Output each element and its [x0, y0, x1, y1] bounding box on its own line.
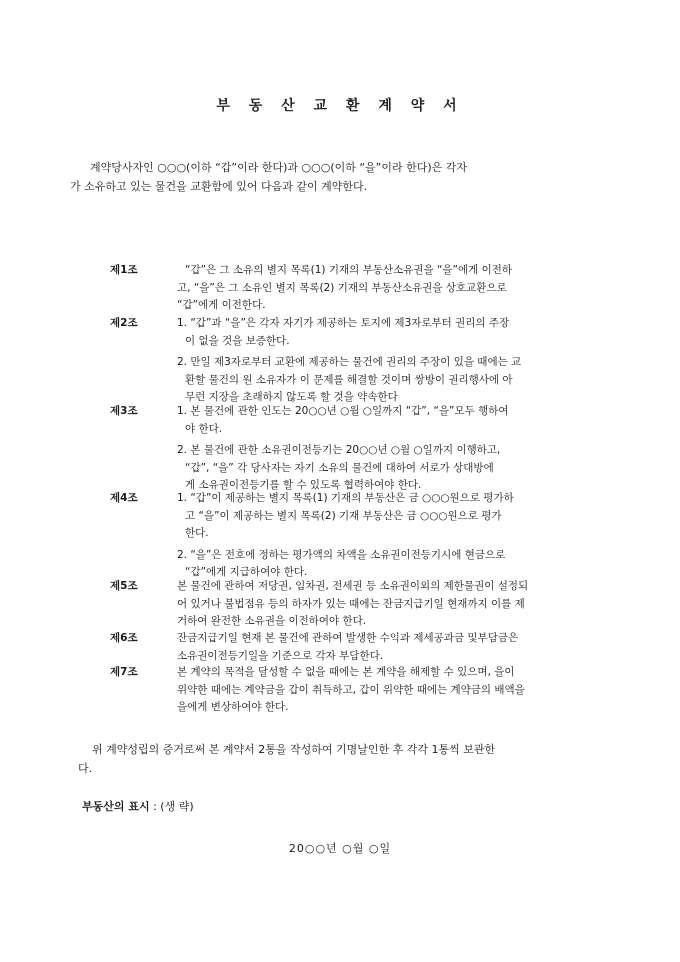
article-line: 한다. — [185, 527, 209, 539]
article-line: 2. 만일 제3자로부터 교환에 제공하는 물건에 권리의 주장이 있을 때에는 교 — [177, 356, 522, 368]
article-line: 2. “을”은 전호에 정하는 평가액의 차액을 소유권이전등기시에 현금으로 — [177, 548, 506, 561]
article-label: 제3조 — [110, 405, 138, 417]
article-line: 무런 지장을 초래하지 않도록 할 것을 약속한다 — [185, 391, 398, 403]
article-body — [177, 490, 597, 582]
closing-line: 다. — [78, 762, 93, 775]
article-line: “갑”, “을” 각 당사자는 자기 소유의 물건에 대하여 서로가 상대방에 — [185, 461, 494, 474]
article-line: 본 계약의 목적을 달성할 수 없을 때에는 본 계약을 해제할 수 있으며, 을이 — [177, 666, 515, 678]
property-description — [82, 798, 194, 814]
article-body — [177, 578, 597, 631]
contract-date: 20○○년 ○월 ○일 — [288, 842, 392, 855]
article-line: 을에게 변상하여야 한다. — [177, 701, 289, 713]
property-label: 부동산의 표시 — [82, 800, 150, 813]
article-line: “갑”에게 이전한다. — [177, 299, 266, 311]
article-line: 게 소유권이전등기를 할 수 있도록 협력하여야 한다. — [185, 479, 422, 491]
intro-line: 가 소유하고 있는 물건을 교환함에 있어 다음과 같이 계약한다. — [70, 180, 368, 193]
article-line: 이 없을 것을 보증한다. — [185, 334, 290, 347]
article-line: 위약한 때에는 계약금을 갑이 취득하고, 갑이 위약한 때에는 계약금의 배액을 — [177, 683, 525, 696]
article-label: 제1조 — [110, 264, 138, 276]
article-line: 2. 본 물건에 관한 소유권이전등기는 20○○년 ○월 ○일까지 이행하고, — [177, 444, 501, 456]
article-line: 본 물건에 관하여 저당권, 임차권, 전세권 등 소유권이외의 제한물권이 설정되 — [177, 580, 529, 592]
article-label: 제5조 — [110, 580, 138, 592]
article-label: 제6조 — [110, 632, 138, 644]
intro-line: 계약당사자인 ○○○(이하 “갑”이라 한다)과 ○○○(이하 “을”이라 한다)은 각자 — [90, 161, 468, 174]
article-label: 제7조 — [110, 666, 138, 678]
intro-paragraph — [70, 158, 610, 196]
article-line: 고 “을”이 제공하는 별지 목록(2) 기재 부동산은 금 ○○○원으로 평가 — [185, 509, 502, 522]
article-line: “갑”에게 지급하여야 한다. — [185, 566, 308, 578]
article-line: 고, “을”은 그 소유인 별지 목록(2) 기재의 부동산소유권을 상호교환으로 — [177, 281, 507, 294]
article-line: 소유권이전등기일을 기준으로 각자 부담한다. — [177, 649, 384, 662]
article-label: 제2조 — [110, 317, 138, 329]
article-line: 1. “갑”과 “을”은 각자 자기가 제공하는 토지에 제3자로부터 권리의 주장 — [177, 317, 510, 329]
article-line: 환할 물건의 원 소유자가 이 문제를 해결할 것이며 쌍방이 권리행사에 아 — [185, 373, 513, 386]
article-line: 야 한다. — [185, 422, 223, 435]
document-title: 부 동 산 교 환 계 약 서 — [216, 98, 464, 114]
article-line: 1. 본 물건에 관한 인도는 20○○년 ○월 ○일까지 “갑”, “을”모두 행하여 — [177, 405, 509, 417]
article-body — [177, 262, 597, 315]
article-line: 어 있거나 불법점유 등의 하자가 있는 때에는 잔금지급기일 현재까지 이를 제 — [177, 597, 525, 610]
closing-line: 위 계약성립의 증거로써 본 계약서 2통을 작성하여 기명날인한 후 각각 1통씩 보관한 — [92, 743, 496, 756]
article-body — [177, 315, 597, 407]
property-value: : (생 략) — [149, 800, 194, 813]
article-line: 1. “갑”이 제공하는 별지 목록(1) 기재의 부동산은 금 ○○○원으로 평가하 — [177, 492, 514, 504]
closing-paragraph — [78, 740, 612, 778]
article-label: 제4조 — [110, 492, 138, 504]
article-line: 거하여 완전한 소유권을 이전하여야 한다. — [177, 615, 367, 627]
article-body — [177, 664, 597, 717]
article-line: “갑”은 그 소유의 별지 목록(1) 기재의 부동산소유권을 “을”에게 이전하 — [185, 264, 513, 276]
article-line: 잔금지급기일 현재 본 물건에 관하여 발생한 수익과 제세공과금 및부담금은 — [177, 632, 519, 644]
article-body — [177, 630, 597, 665]
article-body — [177, 403, 597, 495]
